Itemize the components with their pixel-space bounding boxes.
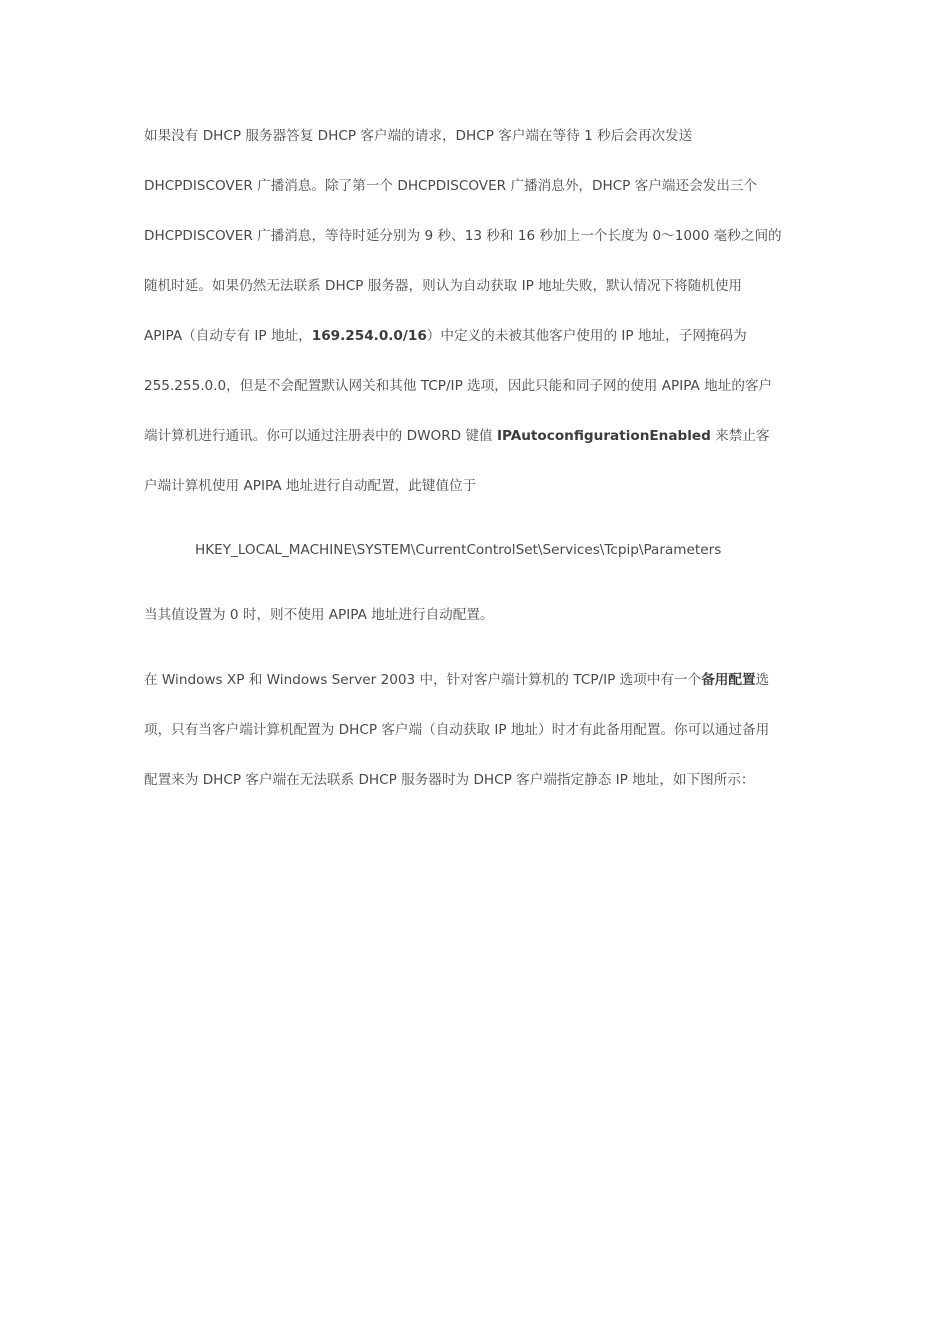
backup-config-bold: 备用配置 (701, 672, 756, 688)
apipa-range-bold: 169.254.0.0/16 (311, 328, 427, 344)
paragraph1-line3: DHCPDISCOVER 广播消息，等待时延分别为 9 秒、13 秒和 16 秒加上一个长度为 0～1000 毫秒之间的 (144, 228, 782, 244)
paragraph1-line5-text-end: ）中定义的未被其他客户使用的 IP 地址，子网掩码为 (426, 328, 747, 344)
registry-path: HKEY_LOCAL_MACHINE\SYSTEM\CurrentControlSet\Services\Tcpip\Parameters (195, 542, 722, 558)
paragraph3-line1 (144, 671, 769, 689)
paragraph3-line1-text-end: 选 (755, 672, 770, 688)
paragraph3-line1-text: 在 Windows XP 和 Windows Server 2003 中，针对客户端计算机的 TCP/IP 选项中有一个 (144, 672, 702, 688)
paragraph3-line2: 项，只有当客户端计算机配置为 DHCP 客户端（自动获取 IP 地址）时才有此备用配置。你可以通过备用 (144, 722, 770, 738)
paragraph1-line5 (144, 327, 747, 345)
paragraph3-line3: 配置来为 DHCP 客户端在无法联系 DHCP 服务器时为 DHCP 客户端指定静态 IP 地址，如下图所示： (144, 772, 755, 788)
paragraph1-line4: 随机时延。如果仍然无法联系 DHCP 服务器，则认为自动获取 IP 地址失败，默认情况下将随机使用 (144, 278, 743, 294)
paragraph1-line7-text: 端计算机进行通讯。你可以通过注册表中的 DWORD 键值 (144, 428, 497, 444)
paragraph1-line6: 255.255.0.0，但是不会配置默认网关和其他 TCP/IP 选项，因此只能和同子网的使用 APIPA 地址的客户 (144, 378, 773, 394)
paragraph1-line1: 如果没有 DHCP 服务器答复 DHCP 客户端的请求，DHCP 客户端在等待 1 秒后会再次发送 (144, 128, 693, 144)
paragraph1-line7 (144, 427, 770, 445)
registry-key-bold: IPAutoconfigurationEnabled (496, 428, 711, 444)
paragraph1-line7-text-end: 来禁止客 (710, 428, 770, 444)
paragraph1-line2: DHCPDISCOVER 广播消息。除了第一个 DHCPDISCOVER 广播消息外，DHCP 客户端还会发出三个 (144, 178, 758, 194)
paragraph1-line5-text: APIPA（自动专有 IP 地址， (144, 328, 312, 344)
paragraph1-line8: 户端计算机使用 APIPA 地址进行自动配置，此键值位于 (144, 478, 477, 494)
paragraph2-line1: 当其值设置为 0 时，则不使用 APIPA 地址进行自动配置。 (144, 607, 494, 623)
